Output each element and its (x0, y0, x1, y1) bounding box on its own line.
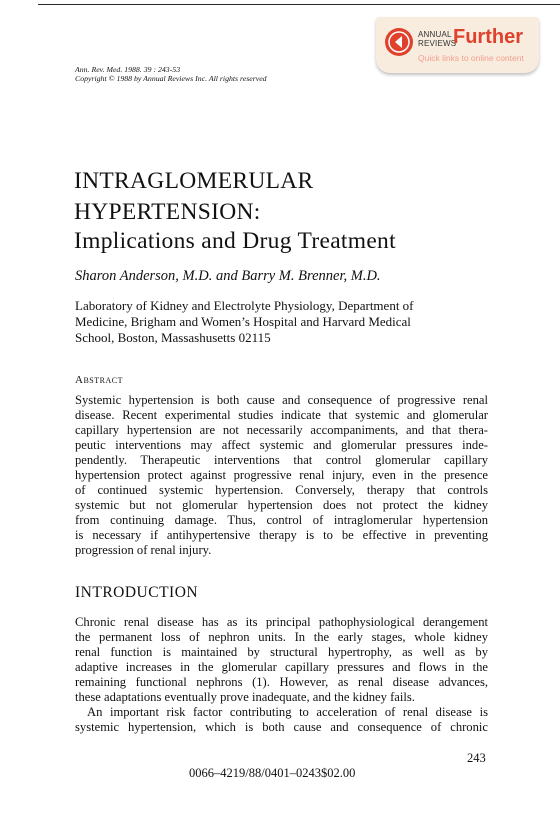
badge-annual-text: ANNUAL (418, 30, 452, 39)
article-title-line-1: INTRAGLOMERULAR (74, 168, 314, 194)
badge-tagline: Quick links to online content (418, 53, 524, 63)
abstract-line: disease. Recent experimental studies indicate that systemic and glomerular (75, 408, 488, 422)
annual-reviews-logo-icon (384, 27, 414, 57)
badge-further-text: Further (453, 26, 523, 48)
abstract-line: from continuing damage. Thus, control of intraglomerular hypertension (75, 513, 488, 527)
body-text-line: Chronic renal disease has as its principal pathophysiological derangement (75, 615, 488, 629)
body-text-line: renal function is maintained by structural hypertrophy, as well as by (75, 645, 488, 659)
body-text-line: the permanent loss of nephron units. In the early stages, whole kidney (75, 630, 488, 644)
affiliation-line: School, Boston, Massashusetts 02115 (75, 330, 271, 345)
article-title-line-2: HYPERTENSION: (74, 199, 261, 225)
abstract-line: systemic but not glomerular hypertension does not protect the kidney (75, 498, 488, 512)
article-subtitle: Implications and Drug Treatment (74, 228, 396, 254)
abstract-heading: Abstract (75, 374, 123, 386)
affiliation-line: Laboratory of Kidney and Electrolyte Physiology, Department of (75, 298, 414, 313)
annual-reviews-further-badge[interactable] (376, 17, 539, 73)
abstract-line: capillary hypertension are not necessarily accompaniments, and that thera- (75, 423, 488, 437)
abstract-line: Systemic hypertension is both cause and consequence of progressive renal (75, 393, 488, 407)
abstract-line: of continued systemic hypertension. Conversely, therapy that controls (75, 483, 488, 497)
abstract-line: hypertension protect against progressive renal injury, even in the presence (75, 468, 488, 482)
article-code: 0066–4219/88/0401–0243$02.00 (189, 766, 356, 780)
author-list: Sharon Anderson, M.D. and Barry M. Brenner, M.D. (75, 268, 381, 284)
journal-citation: Ann. Rev. Med. 1988. 39 : 243-53 (75, 65, 181, 74)
body-text-line: these adaptations eventually prove inadequate, and the kidney fails. (75, 690, 415, 704)
copyright-notice: Copyright © 1988 by Annual Reviews Inc. All rights reserved (75, 74, 267, 83)
page-number: 243 (467, 751, 486, 765)
body-text-line: systemic hypertension, which is both cause and consequence of chronic (75, 720, 488, 734)
badge-reviews-text: REVIEWS (418, 39, 457, 48)
abstract-line: is necessary if antihypertensive therapy is to be effective in preventing (75, 528, 488, 542)
section-heading-introduction: INTRODUCTION (75, 584, 199, 601)
abstract-line: peutic interventions may affect systemic and glomerular pressures inde- (75, 438, 488, 452)
abstract-line: progression of renal injury. (75, 543, 212, 557)
body-text-line: An important risk factor contributing to acceleration of renal disease is (87, 705, 488, 719)
body-text-line: adaptive increases in the glomerular capillary pressures and flows in the (75, 660, 488, 674)
abstract-line: pendently. Therapeutic interventions that control glomerular capillary (75, 453, 488, 467)
top-rule (38, 4, 560, 5)
body-text-line: remaining functional nephrons (1). However, as renal disease advances, (75, 675, 488, 689)
affiliation-line: Medicine, Brigham and Women’s Hospital and Harvard Medical (75, 314, 411, 329)
